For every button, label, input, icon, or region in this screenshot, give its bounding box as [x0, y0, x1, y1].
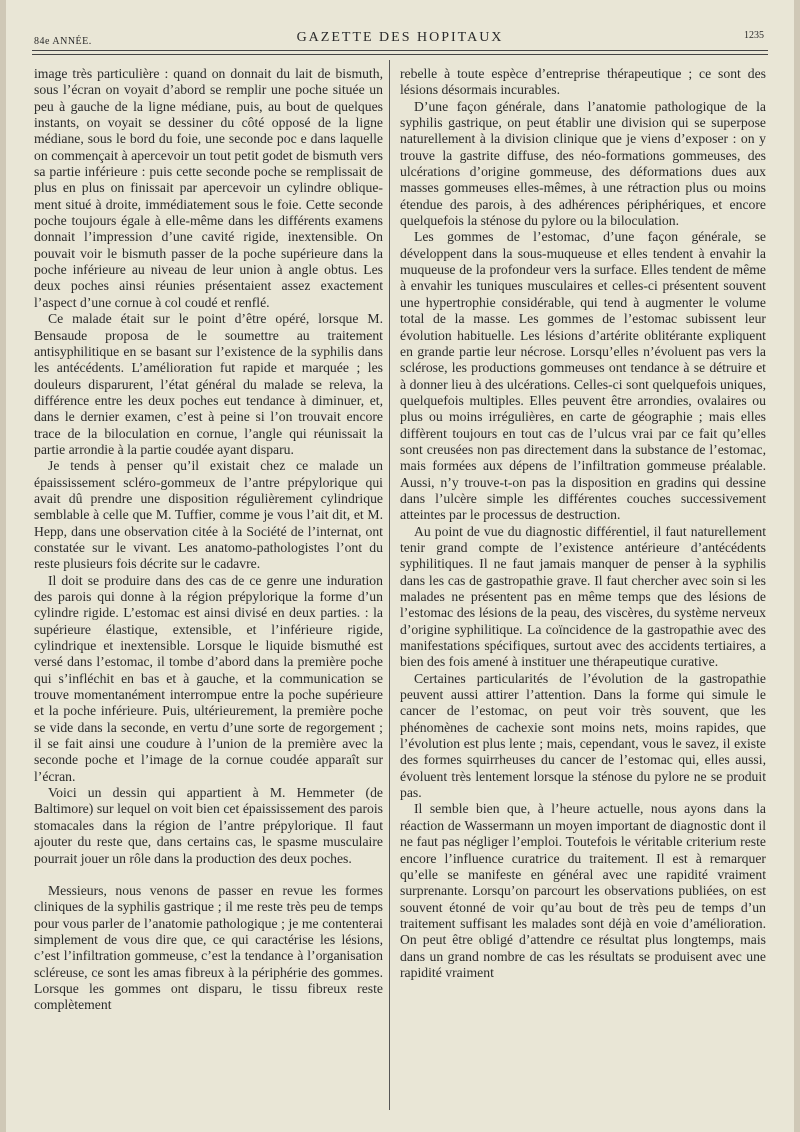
paragraph: Il doit se produire dans des cas de ce genre une induration des parois qui donne à la région prépylorique la forme d’un cylindre rigide. L’estomac est ainsi divisé en deux parties. : la supérieure élastique, extensible, et l’inférieure rigide, cylindrique et inextensible. Lorsque le liquide bismuthé est versé dans l’estomac, il tombe d’abord dans la première poche qui s’infléchit en bas et à gauche, et la communication se trouve momentanément interrompue entre la poche supérieure et la poche inférieure. Puis, ultérieurement, la première poche se vide dans la seconde, en vertu d’une sorte de regorgement ; il se fait ainsi une coudure à l’union de la première avec la seconde poche et l’image de la cornue coudée apparaît sur l’écran. — [34, 572, 383, 784]
column-divider — [389, 60, 390, 1110]
paragraph: Messieurs, nous venons de passer en revue les formes cliniques de la syphilis gastrique ; il me reste très peu de temps pour vous parler de l’anatomie pathologique ; je me contenterai simplement de vous dire que, ce qui caractérise les lésions, c’est l’infiltration gommeuse, c’est la tendance à l’organisation scléreuse, ce sont les amas fibreux à la périphérie des gommes. Lorsque les gommes ont disparu, le tissu fibreux reste complètement — [34, 882, 383, 1013]
paragraph: Voici un dessin qui appartient à M. Hemmeter (de Baltimore) sur lequel on voit bien cet épaississement des parois stomacales dans la région de l’antre prépylorique. Il faut ajouter du reste que, dans certains cas, le spasme musculaire pourrait jouer un rôle dans la production des deux poches. — [34, 785, 383, 866]
page-edge-left — [0, 0, 6, 1132]
paragraph: D’une façon générale, dans l’anatomie pathologique de la syphilis gastrique, on peut établir une division qui se superpose naturellement à la division clinique que je viens d’exposer : on y trouve la gastrite diffuse, des néo-formations gommeuses, des ulcérations d’origine gommeuse, des déformations dues aux masses gommeuses elles-mêmes, à une rétraction plus ou moins étendue des parois, à des adhérences périphériques, et encore quelquefois la sténose du pylore ou la biloculation. — [400, 98, 766, 229]
right-column — [400, 66, 766, 1116]
paragraph: Ce malade était sur le point d’être opéré, lorsque M. Bensaude proposa de le soumettre au traitement antisyphilitique en se basant sur l’existence de la syphilis dans les antécédents. L’amélioration fut rapide et marquée ; les douleurs disparurent, l’état général du malade se releva, la différence entre les deux poches eut tendance à diminuer, et, dans le dernier examen, c’est à peine si l’on trouvait encore trace de la biloculation en cornue, l’angle qui réunissait la partie arrondie à la partie coudée ayant disparu. — [34, 311, 383, 457]
paragraph: image très particulière : quand on donnait du lait de bismuth, sous l’écran on voyait d’abord se remplir une poche située un peu à gauche de la ligne médiane, puis, au bout de quelques instants, on voyait se dessiner du côté opposé de la ligne médiane, sous le bord du foie, une seconde poc e dans laquelle on commençait à apercevoir un tout petit godet de bismuth vers sa partie inférieure : puis cette seconde poche se remplissait de plus en plus on finissait par apercevoir un cylindre oblique-ment situé à droite, immédiatement sous le foie. Cette seconde poche toujours égale à elle-même dans les différents examens donnait l’impression d’une cavité rigide, inextensible. On pouvait voir le bismuth passer de la poche supérieure dans la poche inférieure au niveau de leur union à angle obtus. Les deux poches ainsi réunies présentaient assez exactement l’aspect d’une cornue à col coudé et renflé. — [34, 66, 383, 310]
paragraph: Les gommes de l’estomac, d’une façon générale, se développent dans la sous-muqueuse et elles tendent à envahir la muqueuse de la profondeur vers la surface. Elles tendent de même à envahir les tuniques musculaires et celles-ci présentent souvent une hypertrophie considérable, qui tend à augmenter le volume total de la masse. Les gommes de l’estomac subissent leur évolution habituelle. Les lésions d’artérite oblitérante expliquent en grande partie leur nécrose. Lorsqu’elles n’évoluent pas vers la sclérose, les productions gommeuses ont tendance à se détruire et à donner lieu à des ulcérations. Celles-ci sont quelquefois uniques, quelquefois multiples. Elles peuvent être arrondies, ovalaires ou plus ou moins irrégulières, en carte de géographie ; mais elles diffèrent toujours en tout cas de l’ulcus vrai par ce fait qu’elles sont creusées non pas directement dans la substance de l’estomac, mais formées aux dépens de l’infiltration gommeuse préalable. Aussi, n’y trouve-t-on pas la disposition en gradins qui dessine dans l’ulcère simple les différentes couches successivement atteintes par le processus de destruction. — [400, 229, 766, 523]
left-column — [34, 66, 383, 1116]
paragraph: rebelle à toute espèce d’entreprise thérapeutique ; ce sont des lésions désormais incurables. — [400, 66, 766, 98]
page-edge-right — [794, 0, 800, 1132]
edition-year: 84e ANNÉE. — [34, 36, 92, 47]
paragraph: Certaines particularités de l’évolution de la gastropathie peuvent aussi attirer l’attention. Dans la forme qui simule le cancer de l’estomac, on peut voir très souvent, que les phénomènes de cachexie sont moins nets, moins rapides, que l’évolution est plus lente ; mais, cependant, vous le savez, il existe des formes squirrheuses du cancer de l’estomac qui, elles aussi, évoluent très lentement lorsque la sténose du pylore ne se produit pas. — [400, 670, 766, 801]
paragraph: Au point de vue du diagnostic différentiel, il faut naturellement tenir grand compte de l’existence antérieure d’antécédents syphilitiques. Il ne faut jamais manquer de penser à la syphilis dans les cas de gastropathie grave. Il faut chercher avec soin si les malades ne présentent pas en même temps que des lésions de l’estomac des lésions de la peau, des viscères, du système nerveux d’origine syphilitique. La coïncidence de la gastropathie avec des manifestations spécifiques, surtout avec des accidents tertiaires, a bien des fois amené à instituer une thérapeutique curative. — [400, 523, 766, 670]
header-rule-bottom — [32, 54, 768, 55]
paragraph: Je tends à penser qu’il existait chez ce malade un épaississement scléro-gommeux de l’antre prépylorique qui avait dû prendre une disposition régulièrement cylindrique semblable à celle que M. Tuffier, comme je vous l’ait dit, et M. Hepp, dans une observation citée à la Société de l’internat, ont constatée sur le vivant. Les anatomo-pathologistes l’ont du reste plusieurs fois décrite sur le cadavre. — [34, 458, 383, 572]
journal-title: GAZETTE DES HOPITAUX — [296, 30, 504, 45]
page-header — [0, 26, 800, 50]
page-number: 1235 — [744, 30, 764, 41]
paragraph: Il semble bien que, à l’heure actuelle, nous ayons dans la réaction de Wassermann un moyen important de diagnostic dont il ne faut pas négliger l’emploi. Toutefois le véritable criterium reste encore l’influence curatrice du traitement. Il est à remarquer qu’elle se manifeste en général avec une rapidité vraiment surprenante. Lorsqu’on parcourt les observations publiées, on est souvent étonné de voir qu’au bout de très peu de temps d’un traitement suffisant les malades sont déjà en voie d’amélioration. On peut être obligé d’attendre ce résultat plus longtemps, mais dans un grand nombre de cas les résultats se produisent avec une rapidité vraiment — [400, 801, 766, 980]
header-rule-top — [32, 50, 768, 51]
